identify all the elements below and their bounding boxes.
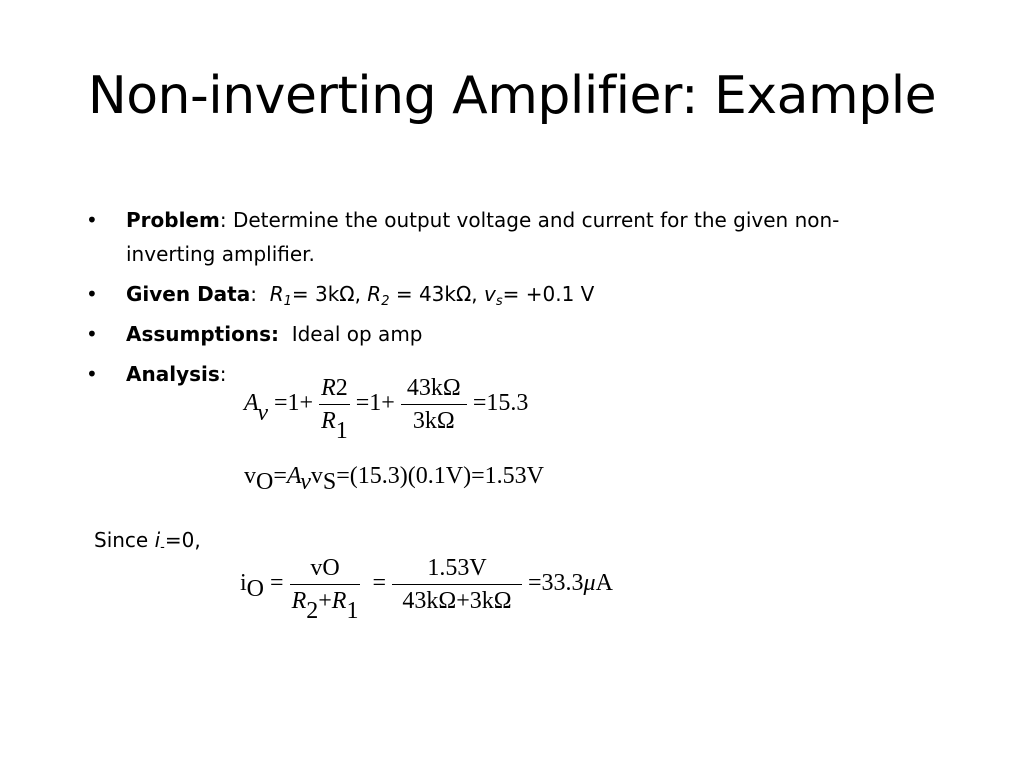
since-before: Since bbox=[94, 528, 155, 552]
since-text bbox=[94, 525, 201, 555]
frac-num-r: R bbox=[321, 375, 336, 401]
bullet-given-data bbox=[86, 277, 896, 311]
output-current-equation bbox=[240, 552, 613, 624]
given-r2-sub: 2 bbox=[381, 294, 390, 309]
value-num: 43kΩ bbox=[406, 375, 461, 401]
problem-label: Problem bbox=[126, 208, 220, 232]
given-data-label: Given Data bbox=[126, 282, 251, 306]
io-result: =33.3 bbox=[528, 570, 584, 597]
since-i: i bbox=[154, 528, 161, 552]
gain-part2: =1+ bbox=[355, 390, 395, 417]
frac3-num-v: v bbox=[310, 555, 323, 581]
analysis-colon: : bbox=[219, 362, 227, 386]
bullet-assumptions bbox=[86, 317, 896, 351]
frac3-den-r2-sub: 2 bbox=[306, 598, 319, 624]
given-r1-symbol: R bbox=[269, 282, 284, 306]
value-den: 3kΩ bbox=[401, 404, 467, 437]
io-eq2: = bbox=[366, 570, 386, 597]
gain-equation bbox=[244, 372, 529, 444]
bullet-problem bbox=[86, 203, 896, 271]
av-sub: v bbox=[300, 469, 311, 495]
frac4-num: 1.53V bbox=[427, 555, 487, 581]
given-r1-value: = 3kΩ, bbox=[291, 282, 368, 306]
frac3-den-plus: + bbox=[318, 588, 332, 614]
vs-symbol: v bbox=[310, 463, 323, 489]
given-vs-symbol: v bbox=[484, 282, 496, 306]
mu-symbol: μ bbox=[583, 570, 596, 597]
gain-symbol: A bbox=[244, 390, 258, 417]
current-fraction-symbolic bbox=[290, 552, 361, 624]
io-eq1: = bbox=[264, 570, 284, 597]
bullet-dot: • bbox=[86, 282, 98, 306]
assumptions-label: Assumptions: bbox=[126, 322, 279, 346]
bullet-dot: • bbox=[86, 322, 98, 346]
frac3-den-r1: R bbox=[331, 588, 347, 614]
since-after: =0, bbox=[164, 528, 201, 552]
assumptions-text: Ideal op amp bbox=[278, 322, 423, 346]
av-symbol: A bbox=[286, 463, 301, 489]
io-unit: A bbox=[595, 570, 613, 597]
vo-rest: =(15.3)(0.1V)=1.53V bbox=[336, 463, 544, 489]
resistor-ratio-fraction bbox=[319, 372, 350, 444]
vo-sub: O bbox=[256, 469, 274, 495]
io-sub: O bbox=[246, 576, 265, 603]
given-r2-symbol: R bbox=[367, 282, 382, 306]
frac3-den-r2: R bbox=[291, 588, 307, 614]
current-fraction-numeric bbox=[392, 552, 522, 617]
output-voltage-equation bbox=[244, 463, 544, 495]
given-r2-value: = 43kΩ, bbox=[389, 282, 484, 306]
analysis-label: Analysis bbox=[126, 362, 220, 386]
given-colon: : bbox=[250, 282, 270, 306]
value-ratio-fraction bbox=[401, 372, 467, 437]
bullet-list bbox=[86, 203, 896, 397]
frac4-den: 43kΩ+3kΩ bbox=[392, 584, 522, 617]
frac-den-sub: 1 bbox=[335, 418, 348, 444]
gain-sub: v bbox=[257, 400, 268, 427]
problem-text: : Determine the output voltage and current for the given non-inverting amplifier. bbox=[126, 208, 840, 266]
bullet-dot: • bbox=[86, 362, 98, 386]
given-r1-sub: 1 bbox=[283, 294, 292, 309]
frac3-num-sub: O bbox=[322, 555, 340, 581]
io-symbol: i bbox=[240, 570, 247, 597]
gain-part1: =1+ bbox=[274, 390, 314, 417]
given-vs-value: = +0.1 V bbox=[502, 282, 595, 306]
vs-sub: S bbox=[322, 469, 337, 495]
frac-den-r: R bbox=[321, 408, 336, 434]
bullet-dot: • bbox=[86, 208, 98, 232]
slide-title: Non-inverting Amplifier: Example bbox=[87, 66, 937, 126]
frac3-den-r1-sub: 1 bbox=[346, 598, 359, 624]
frac-num-sub: 2 bbox=[335, 375, 348, 401]
since-i-sub: - bbox=[160, 540, 165, 555]
given-vs-sub: s bbox=[495, 294, 503, 309]
vo-symbol: v bbox=[244, 463, 256, 489]
vo-eq: = bbox=[273, 463, 287, 489]
gain-result: =15.3 bbox=[472, 390, 529, 417]
